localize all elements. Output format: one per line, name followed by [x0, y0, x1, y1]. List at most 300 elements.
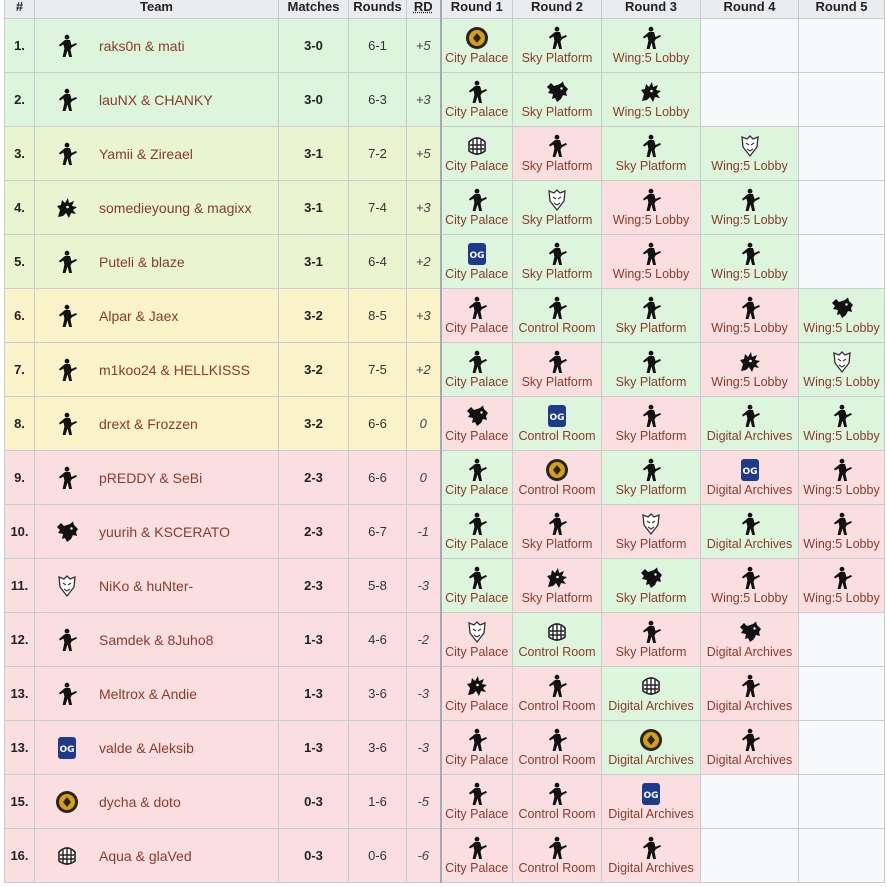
map-name-link[interactable]: City Palace	[445, 861, 509, 875]
og-icon[interactable]	[639, 782, 663, 806]
cs-soldier-icon[interactable]	[35, 466, 99, 490]
map-name-link[interactable]: Wing:5 Lobby	[803, 429, 880, 443]
map-name-link[interactable]: Wing:5 Lobby	[612, 267, 690, 281]
map-name-link[interactable]: Control Room	[518, 753, 596, 767]
map-name-link[interactable]: Wing:5 Lobby	[711, 321, 788, 335]
round-4-cell	[701, 721, 799, 775]
cs-soldier-icon[interactable]	[545, 674, 569, 698]
table-row	[5, 829, 885, 883]
team-name-link[interactable]: pREDDY & SeBi	[99, 469, 203, 486]
furia-panther-icon[interactable]	[830, 296, 854, 320]
cs-soldier-icon[interactable]	[465, 80, 489, 104]
ence-icon[interactable]	[639, 728, 663, 752]
rank-cell: 12.	[5, 613, 35, 667]
map-name-link[interactable]: Control Room	[518, 861, 596, 875]
map-name-link[interactable]: Wing:5 Lobby	[711, 213, 788, 227]
round-5-cell	[799, 73, 885, 127]
cs-soldier-icon[interactable]	[545, 350, 569, 374]
map-name-link[interactable]: Wing:5 Lobby	[711, 591, 788, 605]
table-row	[5, 667, 885, 721]
round-1-cell	[441, 343, 513, 397]
map-name-link[interactable]: City Palace	[445, 483, 509, 497]
round-2-cell	[513, 613, 602, 667]
g2-shield-icon[interactable]	[35, 574, 99, 598]
matches-cell: 3-0	[279, 19, 349, 73]
round-3-cell	[602, 19, 701, 73]
map-name-link[interactable]: Digital Archives	[608, 699, 694, 713]
cs-soldier-icon[interactable]	[830, 512, 854, 536]
round-2-cell	[513, 721, 602, 775]
cs-soldier-icon[interactable]	[639, 620, 663, 644]
round-1-cell	[441, 235, 513, 289]
round-1-cell	[441, 613, 513, 667]
map-name-link[interactable]: Wing:5 Lobby	[803, 375, 880, 389]
map-name-link[interactable]: City Palace	[445, 321, 509, 335]
map-name-link[interactable]: City Palace	[445, 159, 509, 173]
cs-soldier-icon[interactable]	[465, 458, 489, 482]
round-1-cell	[441, 73, 513, 127]
spirit-dragon-icon[interactable]	[545, 566, 569, 590]
round-5-cell	[799, 343, 885, 397]
team-name-link[interactable]: somedieyoung & magixx	[99, 199, 252, 216]
round-difference-cell: +3	[407, 73, 441, 127]
map-name-link[interactable]: Wing:5 Lobby	[803, 591, 880, 605]
map-name-link[interactable]: City Palace	[445, 537, 509, 551]
team-cell	[35, 667, 279, 721]
col-round5-header: Round 5	[799, 0, 885, 19]
map-name-link[interactable]: Digital Archives	[706, 753, 793, 767]
col-round4-header: Round 4	[701, 0, 799, 19]
round-3-cell	[602, 343, 701, 397]
round-4-cell	[701, 667, 799, 721]
round-5-cell	[799, 667, 885, 721]
table-row	[5, 397, 885, 451]
round-5-cell	[799, 451, 885, 505]
team-name-link[interactable]: drext & Frozzen	[99, 415, 198, 432]
round-2-cell	[513, 667, 602, 721]
team-cell	[35, 775, 279, 829]
team-name-link[interactable]: Alpar & Jaex	[99, 307, 179, 324]
cs-soldier-icon[interactable]	[465, 296, 489, 320]
map-name-link[interactable]: Sky Platform	[615, 321, 687, 335]
map-name-link[interactable]: Sky Platform	[521, 159, 593, 173]
team-cell	[35, 19, 279, 73]
matches-cell: 1-3	[279, 721, 349, 775]
map-name-link[interactable]: Digital Archives	[706, 699, 793, 713]
map-name-link[interactable]: Control Room	[518, 699, 596, 713]
og-icon[interactable]	[545, 404, 569, 428]
round-2-cell	[513, 343, 602, 397]
g2-shield-icon[interactable]	[830, 350, 854, 374]
map-name-link[interactable]: Digital Archives	[706, 537, 793, 551]
cs-soldier-icon[interactable]	[738, 674, 762, 698]
g2-shield-icon[interactable]	[639, 512, 663, 536]
round-2-cell	[513, 181, 602, 235]
col-round3-header: Round 3	[602, 0, 701, 19]
big-helmet-icon[interactable]	[465, 134, 489, 158]
matches-cell: 3-1	[279, 235, 349, 289]
matches-cell: 3-2	[279, 397, 349, 451]
spirit-dragon-icon[interactable]	[738, 350, 762, 374]
col-rd-header[interactable]	[407, 0, 441, 19]
cs-soldier-icon[interactable]	[465, 566, 489, 590]
map-name-link[interactable]: Wing:5 Lobby	[803, 483, 880, 497]
cs-soldier-icon[interactable]	[545, 782, 569, 806]
map-name-link[interactable]: City Palace	[445, 267, 509, 281]
round-3-cell	[602, 73, 701, 127]
map-name-link[interactable]: Sky Platform	[615, 591, 687, 605]
g2-shield-icon[interactable]	[465, 620, 489, 644]
team-cell	[35, 235, 279, 289]
map-name-link[interactable]: Sky Platform	[615, 375, 687, 389]
cs-soldier-icon[interactable]	[639, 26, 663, 50]
cs-soldier-icon[interactable]	[545, 728, 569, 752]
cs-soldier-icon[interactable]	[35, 142, 99, 166]
team-name-link[interactable]: Aqua & glaVed	[99, 847, 192, 864]
map-name-link[interactable]: Sky Platform	[615, 483, 687, 497]
table-row	[5, 181, 885, 235]
rank-cell: 15.	[5, 775, 35, 829]
table-row	[5, 127, 885, 181]
team-name-link[interactable]: Yamii & Zireael	[99, 145, 193, 162]
round-2-cell	[513, 235, 602, 289]
cs-soldier-icon[interactable]	[830, 566, 854, 590]
round-difference-cell: -5	[407, 775, 441, 829]
rank-cell: 1.	[5, 19, 35, 73]
rounds-cell: 7-4	[349, 181, 407, 235]
team-cell	[35, 289, 279, 343]
ence-icon[interactable]	[465, 26, 489, 50]
map-name-link[interactable]: Wing:5 Lobby	[711, 159, 788, 173]
cs-soldier-icon[interactable]	[639, 134, 663, 158]
round-3-cell	[602, 127, 701, 181]
ence-icon[interactable]	[545, 458, 569, 482]
round-4-cell	[701, 289, 799, 343]
map-name-link[interactable]: Control Room	[518, 645, 596, 659]
map-name-link[interactable]: Wing:5 Lobby	[612, 213, 690, 227]
cs-soldier-icon[interactable]	[738, 566, 762, 590]
cs-soldier-icon[interactable]	[545, 296, 569, 320]
og-icon[interactable]	[738, 458, 762, 482]
cs-soldier-icon[interactable]	[738, 188, 762, 212]
round-1-cell	[441, 775, 513, 829]
col-rounds-header: Rounds	[349, 0, 407, 19]
round-3-cell	[602, 829, 701, 883]
team-name-link[interactable]: NiKo & huNter-	[99, 577, 194, 594]
table-row	[5, 19, 885, 73]
cs-soldier-icon[interactable]	[35, 628, 99, 652]
matches-cell: 3-1	[279, 181, 349, 235]
round-difference-cell: 0	[407, 451, 441, 505]
cs-soldier-icon[interactable]	[639, 296, 663, 320]
rounds-cell: 7-5	[349, 343, 407, 397]
map-name-link[interactable]: Digital Archives	[706, 483, 793, 497]
og-icon[interactable]	[465, 242, 489, 266]
round-3-cell	[602, 181, 701, 235]
ence-icon[interactable]	[35, 790, 99, 814]
round-3-cell	[602, 397, 701, 451]
og-icon[interactable]	[35, 736, 99, 760]
team-name-link[interactable]: Puteli & blaze	[99, 253, 185, 270]
team-name-link[interactable]: valde & Aleksib	[99, 739, 194, 756]
team-name-link[interactable]: lauNX & CHANKY	[99, 91, 213, 108]
round-1-cell	[441, 127, 513, 181]
cs-soldier-icon[interactable]	[465, 728, 489, 752]
round-5-cell	[799, 181, 885, 235]
round-2-cell	[513, 289, 602, 343]
team-name-link[interactable]: raks0n & mati	[99, 37, 185, 54]
round-4-cell	[701, 559, 799, 613]
furia-panther-icon[interactable]	[35, 521, 99, 543]
map-name-link[interactable]: City Palace	[445, 699, 509, 713]
svg-text:OG: OG	[469, 251, 485, 261]
table-row	[5, 559, 885, 613]
map-name-link[interactable]: Digital Archives	[608, 753, 694, 767]
svg-text:OG: OG	[643, 791, 659, 801]
rank-cell: 11.	[5, 559, 35, 613]
rounds-cell: 0-6	[349, 829, 407, 883]
team-cell	[35, 73, 279, 127]
map-name-link[interactable]: Sky Platform	[615, 537, 687, 551]
matches-cell: 0-3	[279, 829, 349, 883]
cs-soldier-icon[interactable]	[738, 296, 762, 320]
team-cell	[35, 829, 279, 883]
cs-soldier-icon[interactable]	[35, 358, 99, 382]
big-helmet-icon[interactable]	[545, 620, 569, 644]
cs-soldier-icon[interactable]	[465, 782, 489, 806]
map-name-link[interactable]: Wing:5 Lobby	[803, 537, 880, 551]
g2-shield-icon[interactable]	[738, 134, 762, 158]
round-4-cell	[701, 613, 799, 667]
cs-soldier-icon[interactable]	[545, 512, 569, 536]
round-3-cell	[602, 505, 701, 559]
matches-cell: 3-0	[279, 73, 349, 127]
svg-text:OG: OG	[59, 744, 75, 755]
rank-cell: 7.	[5, 343, 35, 397]
round-difference-cell: +5	[407, 127, 441, 181]
team-name-link[interactable]: Samdek & 8Juho8	[99, 631, 214, 648]
cs-soldier-icon[interactable]	[545, 134, 569, 158]
rank-cell: 6.	[5, 289, 35, 343]
round-difference-cell: 0	[407, 397, 441, 451]
matches-cell: 2-3	[279, 505, 349, 559]
cs-soldier-icon[interactable]	[738, 404, 762, 428]
team-cell	[35, 451, 279, 505]
round-4-cell	[701, 775, 799, 829]
map-name-link[interactable]: Sky Platform	[615, 429, 687, 443]
map-name-link[interactable]: Control Room	[518, 483, 596, 497]
round-difference-cell: -3	[407, 559, 441, 613]
col-rank-header: #	[5, 0, 35, 19]
cs-soldier-icon[interactable]	[465, 350, 489, 374]
round-4-cell	[701, 127, 799, 181]
table-row	[5, 235, 885, 289]
map-name-link[interactable]: City Palace	[445, 753, 509, 767]
svg-text:OG: OG	[741, 467, 758, 477]
rounds-cell: 5-8	[349, 559, 407, 613]
rank-cell: 9.	[5, 451, 35, 505]
header-row	[5, 0, 885, 19]
round-3-cell	[602, 559, 701, 613]
rank-cell: 2.	[5, 73, 35, 127]
rounds-cell: 6-7	[349, 505, 407, 559]
g2-shield-icon[interactable]	[545, 188, 569, 212]
rounds-cell: 6-6	[349, 451, 407, 505]
round-5-cell	[799, 289, 885, 343]
rounds-cell: 6-6	[349, 397, 407, 451]
round-1-cell	[441, 667, 513, 721]
round-1-cell	[441, 181, 513, 235]
rounds-cell: 6-4	[349, 235, 407, 289]
table-row	[5, 505, 885, 559]
map-name-link[interactable]: City Palace	[445, 105, 509, 119]
rounds-cell: 1-6	[349, 775, 407, 829]
team-cell	[35, 397, 279, 451]
map-name-link[interactable]: Wing:5 Lobby	[612, 105, 690, 119]
round-difference-cell: -1	[407, 505, 441, 559]
map-name-link[interactable]: Control Room	[518, 429, 596, 443]
map-name-link[interactable]: City Palace	[445, 213, 509, 227]
map-name-link[interactable]: Sky Platform	[615, 645, 687, 659]
cs-soldier-icon[interactable]	[639, 836, 663, 860]
cs-soldier-icon[interactable]	[465, 512, 489, 536]
cs-soldier-icon[interactable]	[35, 88, 99, 112]
map-name-link[interactable]: Sky Platform	[521, 105, 593, 119]
map-name-link[interactable]: Digital Archives	[608, 861, 694, 875]
rounds-cell: 3-6	[349, 721, 407, 775]
map-name-link[interactable]: City Palace	[445, 645, 509, 659]
round-1-cell	[441, 289, 513, 343]
cs-soldier-icon[interactable]	[35, 682, 99, 706]
team-cell	[35, 127, 279, 181]
round-4-cell	[701, 505, 799, 559]
round-5-cell	[799, 19, 885, 73]
cs-soldier-icon[interactable]	[545, 242, 569, 266]
map-name-link[interactable]: City Palace	[445, 429, 509, 443]
cs-soldier-icon[interactable]	[639, 404, 663, 428]
team-cell	[35, 559, 279, 613]
team-cell	[35, 505, 279, 559]
round-difference-cell: +5	[407, 19, 441, 73]
team-name-link[interactable]: dycha & doto	[99, 793, 181, 810]
spirit-dragon-icon[interactable]	[465, 674, 489, 698]
team-cell	[35, 721, 279, 775]
matches-cell: 2-3	[279, 559, 349, 613]
map-name-link[interactable]: Wing:5 Lobby	[612, 51, 690, 65]
rank-cell: 5.	[5, 235, 35, 289]
map-name-link[interactable]: City Palace	[445, 591, 509, 605]
spirit-dragon-icon[interactable]	[35, 197, 99, 219]
round-3-cell	[602, 289, 701, 343]
map-name-link[interactable]: Sky Platform	[521, 537, 593, 551]
rd-abbr[interactable]: RD	[413, 0, 433, 14]
furia-panther-icon[interactable]	[738, 620, 762, 644]
cs-soldier-icon[interactable]	[35, 34, 99, 58]
map-name-link[interactable]: Sky Platform	[521, 51, 593, 65]
cs-soldier-icon[interactable]	[738, 512, 762, 536]
map-name-link[interactable]: Wing:5 Lobby	[711, 267, 788, 281]
map-name-link[interactable]: Sky Platform	[521, 267, 593, 281]
cs-soldier-icon[interactable]	[545, 26, 569, 50]
matches-cell: 3-1	[279, 127, 349, 181]
map-name-link[interactable]: City Palace	[445, 807, 509, 821]
round-difference-cell: +3	[407, 289, 441, 343]
round-3-cell	[602, 235, 701, 289]
round-5-cell	[799, 721, 885, 775]
furia-panther-icon[interactable]	[545, 80, 569, 104]
map-name-link[interactable]: Sky Platform	[521, 375, 593, 389]
round-2-cell	[513, 505, 602, 559]
team-name-link[interactable]: Meltrox & Andie	[99, 685, 198, 702]
round-3-cell	[602, 451, 701, 505]
map-name-link[interactable]: Control Room	[518, 321, 596, 335]
rank-cell: 13.	[5, 721, 35, 775]
map-name-link[interactable]: Sky Platform	[615, 159, 687, 173]
rounds-cell: 8-5	[349, 289, 407, 343]
round-3-cell	[602, 721, 701, 775]
furia-panther-icon[interactable]	[465, 404, 489, 428]
map-name-link[interactable]: Wing:5 Lobby	[803, 321, 880, 335]
map-name-link[interactable]: City Palace	[445, 51, 509, 65]
cs-soldier-icon[interactable]	[35, 412, 99, 436]
cs-soldier-icon[interactable]	[639, 188, 663, 212]
map-name-link[interactable]: Sky Platform	[521, 591, 593, 605]
round-4-cell	[701, 829, 799, 883]
map-name-link[interactable]: City Palace	[445, 375, 509, 389]
big-helmet-icon[interactable]	[35, 844, 99, 868]
cs-soldier-icon[interactable]	[35, 250, 99, 274]
table-row	[5, 73, 885, 127]
furia-panther-icon[interactable]	[639, 566, 663, 590]
round-4-cell	[701, 181, 799, 235]
cs-soldier-icon[interactable]	[465, 188, 489, 212]
round-3-cell	[602, 613, 701, 667]
map-name-link[interactable]: Sky Platform	[521, 213, 593, 227]
cs-soldier-icon[interactable]	[830, 404, 854, 428]
cs-soldier-icon[interactable]	[35, 304, 99, 328]
round-5-cell	[799, 397, 885, 451]
cs-soldier-icon[interactable]	[639, 242, 663, 266]
round-2-cell	[513, 829, 602, 883]
cs-soldier-icon[interactable]	[465, 836, 489, 860]
round-4-cell	[701, 19, 799, 73]
map-name-link[interactable]: Digital Archives	[706, 645, 793, 659]
table-row	[5, 289, 885, 343]
rounds-cell: 6-1	[349, 19, 407, 73]
round-5-cell	[799, 235, 885, 289]
spirit-dragon-icon[interactable]	[639, 80, 663, 104]
team-name-link[interactable]: m1koo24 & HELLKISSS	[99, 361, 250, 378]
cs-soldier-icon[interactable]	[639, 350, 663, 374]
cs-soldier-icon[interactable]	[738, 728, 762, 752]
rank-cell: 10.	[5, 505, 35, 559]
big-helmet-icon[interactable]	[639, 674, 663, 698]
round-1-cell	[441, 721, 513, 775]
round-2-cell	[513, 127, 602, 181]
cs-soldier-icon[interactable]	[545, 836, 569, 860]
map-name-link[interactable]: Digital Archives	[608, 807, 694, 821]
cs-soldier-icon[interactable]	[738, 242, 762, 266]
team-name-link[interactable]: yuurih & KSCERATO	[99, 523, 230, 540]
map-name-link[interactable]: Wing:5 Lobby	[711, 375, 788, 389]
matches-cell: 3-2	[279, 289, 349, 343]
map-name-link[interactable]: Digital Archives	[706, 429, 793, 443]
cs-soldier-icon[interactable]	[639, 458, 663, 482]
map-name-link[interactable]: Control Room	[518, 807, 596, 821]
team-cell	[35, 181, 279, 235]
rank-cell: 4.	[5, 181, 35, 235]
cs-soldier-icon[interactable]	[830, 458, 854, 482]
